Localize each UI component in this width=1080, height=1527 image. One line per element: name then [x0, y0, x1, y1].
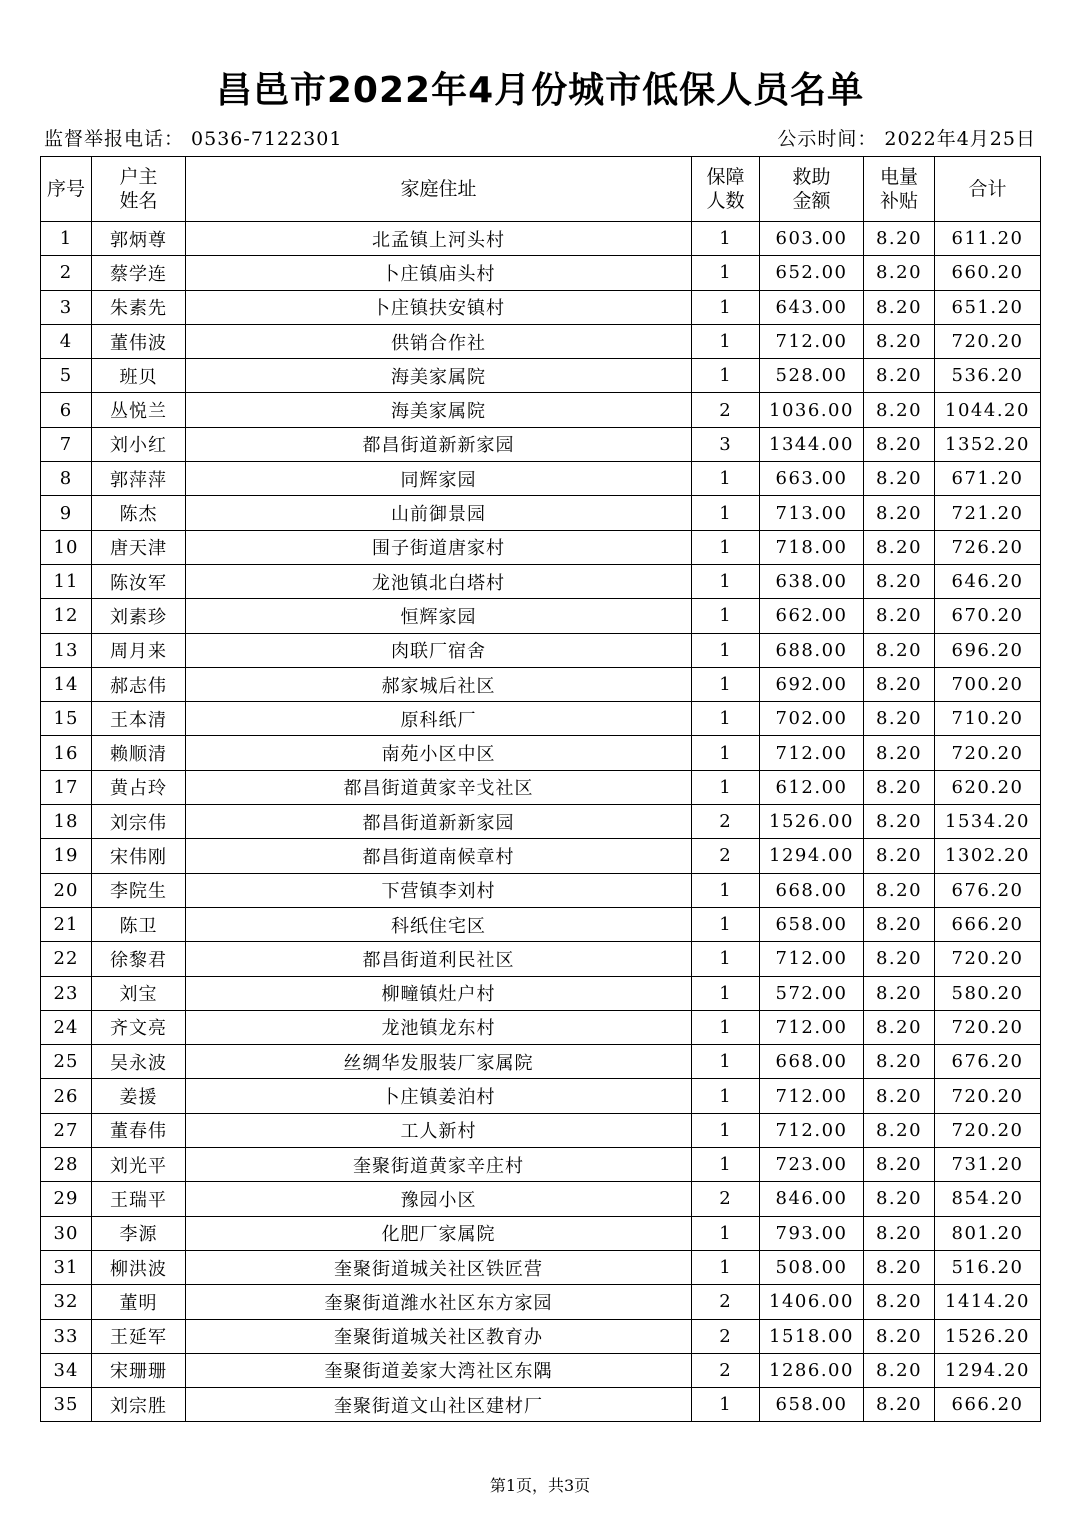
cell-persons: 1 — [692, 290, 760, 324]
cell-name: 吴永波 — [92, 1045, 186, 1079]
col-seq-header: 序号 — [41, 157, 92, 222]
cell-elec: 8.20 — [864, 702, 935, 736]
cell-total: 611.20 — [935, 222, 1041, 256]
cell-elec: 8.20 — [864, 462, 935, 496]
cell-elec: 8.20 — [864, 1045, 935, 1079]
cell-persons: 1 — [692, 702, 760, 736]
cell-address: 北孟镇上河头村 — [186, 222, 692, 256]
cell-address: 工人新村 — [186, 1113, 692, 1147]
cell-seq: 18 — [41, 805, 92, 839]
cell-seq: 17 — [41, 770, 92, 804]
cell-elec: 8.20 — [864, 633, 935, 667]
cell-elec: 8.20 — [864, 1182, 935, 1216]
table-row — [41, 1319, 1041, 1353]
cell-persons: 2 — [692, 1182, 760, 1216]
col-address-header: 家庭住址 — [186, 157, 692, 222]
cell-persons: 1 — [692, 564, 760, 598]
cell-total: 1294.20 — [935, 1353, 1041, 1387]
cell-persons: 1 — [692, 667, 760, 701]
cell-name: 唐天津 — [92, 530, 186, 564]
cell-name: 齐文亮 — [92, 1010, 186, 1044]
cell-persons: 1 — [692, 907, 760, 941]
cell-amount: 712.00 — [760, 1079, 864, 1113]
cell-elec: 8.20 — [864, 736, 935, 770]
cell-address: 丝绸华发服装厂家属院 — [186, 1045, 692, 1079]
cell-seq: 35 — [41, 1388, 92, 1422]
cell-seq: 1 — [41, 222, 92, 256]
cell-amount: 572.00 — [760, 976, 864, 1010]
cell-address: 围子街道唐家村 — [186, 530, 692, 564]
table-row — [41, 633, 1041, 667]
cell-amount: 712.00 — [760, 1113, 864, 1147]
cell-elec: 8.20 — [864, 873, 935, 907]
cell-seq: 27 — [41, 1113, 92, 1147]
cell-seq: 20 — [41, 873, 92, 907]
cell-amount: 652.00 — [760, 256, 864, 290]
cell-name: 班贝 — [92, 359, 186, 393]
cell-name: 朱素先 — [92, 290, 186, 324]
cell-name: 郝志伟 — [92, 667, 186, 701]
cell-persons: 1 — [692, 1045, 760, 1079]
cell-name: 王瑞平 — [92, 1182, 186, 1216]
cell-total: 580.20 — [935, 976, 1041, 1010]
table-row — [41, 907, 1041, 941]
cell-name: 宋伟刚 — [92, 839, 186, 873]
cell-seq: 24 — [41, 1010, 92, 1044]
cell-seq: 14 — [41, 667, 92, 701]
cell-total: 1526.20 — [935, 1319, 1041, 1353]
col-name-header: 户主 姓名 — [92, 157, 186, 222]
cell-elec: 8.20 — [864, 667, 935, 701]
cell-amount: 528.00 — [760, 359, 864, 393]
cell-total: 731.20 — [935, 1148, 1041, 1182]
document-title: 昌邑市2022年4月份城市低保人员名单 — [215, 70, 865, 111]
table-row — [41, 667, 1041, 701]
cell-address: 奎聚街道城关社区教育办 — [186, 1319, 692, 1353]
cell-persons: 1 — [692, 496, 760, 530]
cell-elec: 8.20 — [864, 324, 935, 358]
cell-address: 都昌街道黄家辛戈社区 — [186, 770, 692, 804]
cell-persons: 2 — [692, 805, 760, 839]
table-row — [41, 599, 1041, 633]
cell-persons: 2 — [692, 1353, 760, 1387]
table-row — [41, 1010, 1041, 1044]
cell-amount: 1036.00 — [760, 393, 864, 427]
cell-total: 1414.20 — [935, 1285, 1041, 1319]
table-row — [41, 222, 1041, 256]
cell-total: 1534.20 — [935, 805, 1041, 839]
cell-seq: 32 — [41, 1285, 92, 1319]
cell-name: 宋珊珊 — [92, 1353, 186, 1387]
cell-name: 丛悦兰 — [92, 393, 186, 427]
cell-elec: 8.20 — [864, 805, 935, 839]
cell-persons: 1 — [692, 736, 760, 770]
cell-elec: 8.20 — [864, 564, 935, 598]
cell-name: 董春伟 — [92, 1113, 186, 1147]
cell-total: 720.20 — [935, 1079, 1041, 1113]
cell-amount: 793.00 — [760, 1216, 864, 1250]
table-row — [41, 393, 1041, 427]
cell-amount: 508.00 — [760, 1250, 864, 1284]
table-row — [41, 702, 1041, 736]
cell-address: 柳疃镇灶户村 — [186, 976, 692, 1010]
cell-total: 620.20 — [935, 770, 1041, 804]
cell-elec: 8.20 — [864, 359, 935, 393]
hotline-text: 监督举报电话： 0536-7122301 — [44, 128, 343, 150]
cell-name: 刘光平 — [92, 1148, 186, 1182]
cell-total: 671.20 — [935, 462, 1041, 496]
table-row — [41, 1148, 1041, 1182]
cell-seq: 33 — [41, 1319, 92, 1353]
table-row — [41, 805, 1041, 839]
cell-total: 720.20 — [935, 942, 1041, 976]
cell-address: 奎聚街道城关社区铁匠营 — [186, 1250, 692, 1284]
cell-address: 奎聚街道黄家辛庄村 — [186, 1148, 692, 1182]
cell-persons: 1 — [692, 1079, 760, 1113]
cell-seq: 5 — [41, 359, 92, 393]
cell-address: 海美家属院 — [186, 393, 692, 427]
cell-address: 奎聚街道姜家大湾社区东隅 — [186, 1353, 692, 1387]
cell-seq: 4 — [41, 324, 92, 358]
cell-name: 赖顺清 — [92, 736, 186, 770]
cell-name: 陈卫 — [92, 907, 186, 941]
col-persons-header: 保障 人数 — [692, 157, 760, 222]
cell-amount: 1518.00 — [760, 1319, 864, 1353]
cell-seq: 31 — [41, 1250, 92, 1284]
cell-elec: 8.20 — [864, 976, 935, 1010]
cell-name: 刘宗胜 — [92, 1388, 186, 1422]
cell-elec: 8.20 — [864, 222, 935, 256]
cell-address: 奎聚街道文山社区建材厂 — [186, 1388, 692, 1422]
table-header-row — [41, 157, 1041, 222]
cell-amount: 668.00 — [760, 1045, 864, 1079]
cell-seq: 8 — [41, 462, 92, 496]
cell-total: 660.20 — [935, 256, 1041, 290]
cell-amount: 712.00 — [760, 942, 864, 976]
cell-total: 676.20 — [935, 873, 1041, 907]
cell-elec: 8.20 — [864, 1285, 935, 1319]
table-row — [41, 1250, 1041, 1284]
cell-seq: 15 — [41, 702, 92, 736]
cell-seq: 19 — [41, 839, 92, 873]
cell-persons: 2 — [692, 1319, 760, 1353]
cell-address: 奎聚街道潍水社区东方家园 — [186, 1285, 692, 1319]
table-row — [41, 1353, 1041, 1387]
table-row — [41, 462, 1041, 496]
cell-address: 龙池镇北白塔村 — [186, 564, 692, 598]
cell-total: 676.20 — [935, 1045, 1041, 1079]
cell-persons: 1 — [692, 359, 760, 393]
cell-elec: 8.20 — [864, 1079, 935, 1113]
cell-seq: 9 — [41, 496, 92, 530]
cell-persons: 1 — [692, 1250, 760, 1284]
table-row — [41, 324, 1041, 358]
cell-name: 周月来 — [92, 633, 186, 667]
cell-name: 柳洪波 — [92, 1250, 186, 1284]
cell-elec: 8.20 — [864, 393, 935, 427]
cell-name: 陈汝军 — [92, 564, 186, 598]
table-row — [41, 256, 1041, 290]
cell-name: 董明 — [92, 1285, 186, 1319]
cell-elec: 8.20 — [864, 530, 935, 564]
cell-elec: 8.20 — [864, 1250, 935, 1284]
cell-seq: 11 — [41, 564, 92, 598]
cell-amount: 668.00 — [760, 873, 864, 907]
cell-address: 下营镇李刘村 — [186, 873, 692, 907]
cell-address: 肉联厂宿舍 — [186, 633, 692, 667]
cell-amount: 658.00 — [760, 907, 864, 941]
table-row — [41, 1079, 1041, 1113]
table-row — [41, 496, 1041, 530]
cell-address: 卜庄镇姜泊村 — [186, 1079, 692, 1113]
cell-name: 王延军 — [92, 1319, 186, 1353]
cell-amount: 1286.00 — [760, 1353, 864, 1387]
cell-address: 科纸住宅区 — [186, 907, 692, 941]
cell-persons: 1 — [692, 462, 760, 496]
cell-seq: 29 — [41, 1182, 92, 1216]
cell-address: 恒辉家园 — [186, 599, 692, 633]
cell-elec: 8.20 — [864, 599, 935, 633]
cell-total: 710.20 — [935, 702, 1041, 736]
table-row — [41, 1285, 1041, 1319]
cell-persons: 1 — [692, 1010, 760, 1044]
cell-persons: 1 — [692, 633, 760, 667]
cell-address: 原科纸厂 — [186, 702, 692, 736]
cell-name: 董伟波 — [92, 324, 186, 358]
recipient-table — [40, 156, 1041, 1422]
cell-seq: 6 — [41, 393, 92, 427]
cell-elec: 8.20 — [864, 770, 935, 804]
cell-total: 700.20 — [935, 667, 1041, 701]
table-row — [41, 359, 1041, 393]
cell-persons: 1 — [692, 873, 760, 907]
cell-name: 蔡学连 — [92, 256, 186, 290]
cell-total: 666.20 — [935, 1388, 1041, 1422]
cell-amount: 663.00 — [760, 462, 864, 496]
cell-total: 696.20 — [935, 633, 1041, 667]
cell-elec: 8.20 — [864, 496, 935, 530]
table-row — [41, 976, 1041, 1010]
table-row — [41, 1045, 1041, 1079]
cell-seq: 25 — [41, 1045, 92, 1079]
cell-persons: 1 — [692, 222, 760, 256]
cell-persons: 1 — [692, 256, 760, 290]
cell-elec: 8.20 — [864, 1319, 935, 1353]
cell-persons: 1 — [692, 770, 760, 804]
table-row — [41, 736, 1041, 770]
cell-total: 720.20 — [935, 324, 1041, 358]
cell-seq: 2 — [41, 256, 92, 290]
cell-address: 龙池镇龙东村 — [186, 1010, 692, 1044]
cell-seq: 13 — [41, 633, 92, 667]
cell-elec: 8.20 — [864, 1010, 935, 1044]
cell-address: 供销合作社 — [186, 324, 692, 358]
cell-seq: 23 — [41, 976, 92, 1010]
cell-amount: 723.00 — [760, 1148, 864, 1182]
cell-elec: 8.20 — [864, 256, 935, 290]
cell-name: 郭萍萍 — [92, 462, 186, 496]
table-row — [41, 1113, 1041, 1147]
cell-total: 720.20 — [935, 1113, 1041, 1147]
cell-amount: 702.00 — [760, 702, 864, 736]
cell-address: 都昌街道利民社区 — [186, 942, 692, 976]
cell-amount: 638.00 — [760, 564, 864, 598]
cell-persons: 2 — [692, 393, 760, 427]
cell-amount: 1344.00 — [760, 427, 864, 461]
cell-address: 海美家属院 — [186, 359, 692, 393]
table-row — [41, 530, 1041, 564]
cell-total: 721.20 — [935, 496, 1041, 530]
table-row — [41, 1182, 1041, 1216]
cell-address: 同辉家园 — [186, 462, 692, 496]
cell-persons: 1 — [692, 1388, 760, 1422]
cell-total: 1302.20 — [935, 839, 1041, 873]
cell-total: 801.20 — [935, 1216, 1041, 1250]
cell-total: 516.20 — [935, 1250, 1041, 1284]
cell-amount: 1526.00 — [760, 805, 864, 839]
cell-address: 南苑小区中区 — [186, 736, 692, 770]
cell-total: 854.20 — [935, 1182, 1041, 1216]
cell-total: 666.20 — [935, 907, 1041, 941]
cell-elec: 8.20 — [864, 1353, 935, 1387]
cell-persons: 1 — [692, 1113, 760, 1147]
cell-elec: 8.20 — [864, 1216, 935, 1250]
cell-total: 536.20 — [935, 359, 1041, 393]
cell-amount: 713.00 — [760, 496, 864, 530]
page-footer: 第1页，共3页 — [489, 1476, 591, 1495]
cell-total: 720.20 — [935, 1010, 1041, 1044]
table-row — [41, 427, 1041, 461]
cell-address: 卜庄镇扶安镇村 — [186, 290, 692, 324]
cell-amount: 712.00 — [760, 1010, 864, 1044]
cell-amount: 712.00 — [760, 324, 864, 358]
cell-name: 姜援 — [92, 1079, 186, 1113]
cell-elec: 8.20 — [864, 290, 935, 324]
cell-amount: 658.00 — [760, 1388, 864, 1422]
cell-amount: 1406.00 — [760, 1285, 864, 1319]
cell-persons: 1 — [692, 324, 760, 358]
table-row — [41, 873, 1041, 907]
cell-elec: 8.20 — [864, 839, 935, 873]
cell-name: 徐黎君 — [92, 942, 186, 976]
cell-amount: 846.00 — [760, 1182, 864, 1216]
cell-total: 1352.20 — [935, 427, 1041, 461]
cell-persons: 1 — [692, 1148, 760, 1182]
cell-persons: 1 — [692, 1216, 760, 1250]
cell-total: 720.20 — [935, 736, 1041, 770]
cell-seq: 7 — [41, 427, 92, 461]
cell-amount: 662.00 — [760, 599, 864, 633]
table-row — [41, 770, 1041, 804]
col-total-header: 合计 — [935, 157, 1041, 222]
col-amount-header: 救助 金额 — [760, 157, 864, 222]
cell-name: 刘宗伟 — [92, 805, 186, 839]
cell-address: 都昌街道南候章村 — [186, 839, 692, 873]
cell-address: 化肥厂家属院 — [186, 1216, 692, 1250]
table-row — [41, 1388, 1041, 1422]
cell-amount: 692.00 — [760, 667, 864, 701]
cell-seq: 22 — [41, 942, 92, 976]
cell-elec: 8.20 — [864, 1388, 935, 1422]
cell-elec: 8.20 — [864, 1148, 935, 1182]
cell-total: 726.20 — [935, 530, 1041, 564]
table-row — [41, 839, 1041, 873]
cell-seq: 12 — [41, 599, 92, 633]
cell-persons: 1 — [692, 599, 760, 633]
cell-address: 豫园小区 — [186, 1182, 692, 1216]
cell-address: 都昌街道新新家园 — [186, 427, 692, 461]
cell-amount: 643.00 — [760, 290, 864, 324]
cell-seq: 34 — [41, 1353, 92, 1387]
table-row — [41, 290, 1041, 324]
table-row — [41, 1216, 1041, 1250]
cell-name: 黄占玲 — [92, 770, 186, 804]
cell-amount: 1294.00 — [760, 839, 864, 873]
cell-name: 郭炳尊 — [92, 222, 186, 256]
cell-address: 山前御景园 — [186, 496, 692, 530]
cell-persons: 1 — [692, 976, 760, 1010]
cell-address: 都昌街道新新家园 — [186, 805, 692, 839]
cell-name: 刘素珍 — [92, 599, 186, 633]
cell-amount: 612.00 — [760, 770, 864, 804]
cell-total: 651.20 — [935, 290, 1041, 324]
cell-persons: 2 — [692, 1285, 760, 1319]
cell-amount: 688.00 — [760, 633, 864, 667]
cell-name: 李源 — [92, 1216, 186, 1250]
cell-address: 郝家城后社区 — [186, 667, 692, 701]
cell-persons: 2 — [692, 839, 760, 873]
col-elec-header: 电量 补贴 — [864, 157, 935, 222]
cell-elec: 8.20 — [864, 942, 935, 976]
cell-total: 646.20 — [935, 564, 1041, 598]
cell-seq: 28 — [41, 1148, 92, 1182]
cell-total: 670.20 — [935, 599, 1041, 633]
cell-address: 卜庄镇庙头村 — [186, 256, 692, 290]
cell-total: 1044.20 — [935, 393, 1041, 427]
cell-elec: 8.20 — [864, 1113, 935, 1147]
cell-name: 刘小红 — [92, 427, 186, 461]
table-row — [41, 564, 1041, 598]
cell-seq: 26 — [41, 1079, 92, 1113]
cell-seq: 10 — [41, 530, 92, 564]
cell-name: 刘宝 — [92, 976, 186, 1010]
table-row — [41, 942, 1041, 976]
cell-persons: 1 — [692, 942, 760, 976]
cell-name: 王本清 — [92, 702, 186, 736]
cell-elec: 8.20 — [864, 427, 935, 461]
cell-name: 陈杰 — [92, 496, 186, 530]
cell-seq: 30 — [41, 1216, 92, 1250]
cell-persons: 3 — [692, 427, 760, 461]
cell-elec: 8.20 — [864, 907, 935, 941]
cell-seq: 16 — [41, 736, 92, 770]
cell-amount: 718.00 — [760, 530, 864, 564]
cell-persons: 1 — [692, 530, 760, 564]
cell-seq: 3 — [41, 290, 92, 324]
cell-amount: 603.00 — [760, 222, 864, 256]
cell-name: 李院生 — [92, 873, 186, 907]
cell-seq: 21 — [41, 907, 92, 941]
cell-amount: 712.00 — [760, 736, 864, 770]
publish-time-text: 公示时间： 2022年4月25日 — [777, 128, 1036, 150]
